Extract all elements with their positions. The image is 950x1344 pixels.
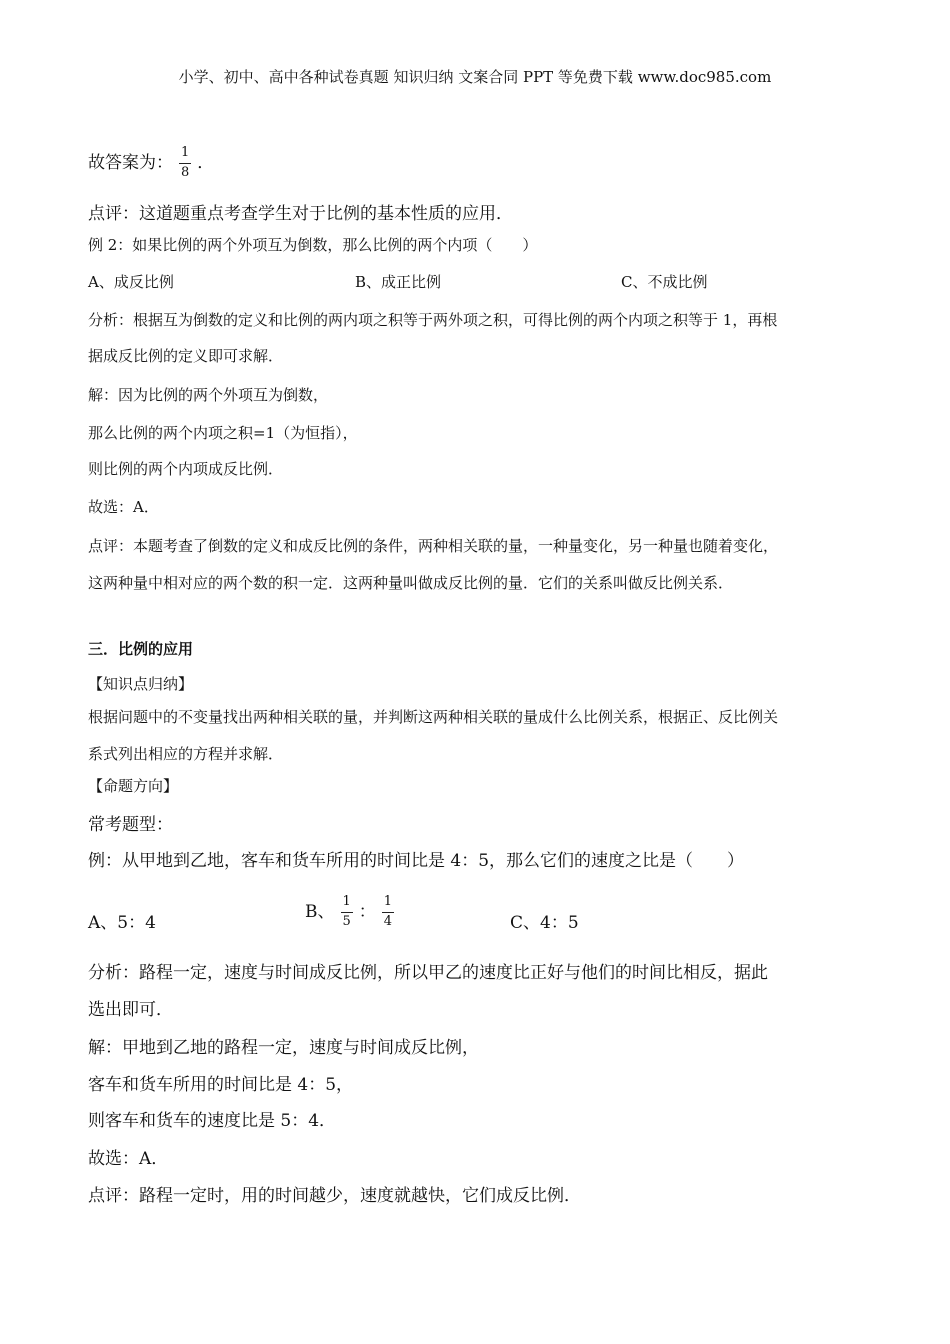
section-3-title: 三．比例的应用 xyxy=(88,640,194,658)
example-2-solution-line-2: 那么比例的两个内项之积=1（为恒指）， xyxy=(88,424,358,442)
example-2-option-c: C、不成比例 xyxy=(621,273,708,291)
answer-suffix: ． xyxy=(197,152,215,173)
example-2-comment-line-2: 这两种量中相对应的两个数的积一定．这两种量叫做成反比例的量．它们的关系叫做反比例关系． xyxy=(88,574,734,592)
example-2-comment-line-1: 点评：本题考查了倒数的定义和成反比例的条件，两种相关联的量，一种量变化，另一种量也随着变化， xyxy=(88,537,779,555)
answer-prefix: 故答案为： xyxy=(88,152,173,173)
example-2-analysis-line-2: 据成反比例的定义即可求解． xyxy=(88,347,284,365)
example-option-b xyxy=(305,895,400,930)
option-b-prefix: B、 xyxy=(305,901,335,922)
example-2-question: 例 2：如果比例的两个外项互为倒数，那么比例的两个内项（ ） xyxy=(88,236,538,254)
common-question-type: 常考题型： xyxy=(88,815,173,835)
knowledge-line-1: 根据问题中的不变量找出两种相关联的量，并判断这两种相关联的量成什么比例关系，根据正、反比例关 xyxy=(88,708,779,726)
example-2-choice: 故选：A． xyxy=(88,498,159,516)
example-2-analysis-line-1: 分析：根据互为倒数的定义和比例的两内项之积等于两外项之积，可得比例的两个内项之积等于 1，再根 xyxy=(88,311,778,329)
fraction-numerator: 1 xyxy=(342,894,351,909)
example-solution-line-3: 则客车和货车的速度比是 5：4． xyxy=(88,1111,337,1131)
ratio-separator: ： xyxy=(358,901,376,922)
comment-1: 点评：这道题重点考查学生对于比例的基本性质的应用． xyxy=(88,204,513,224)
example-option-c: C、4：5 xyxy=(510,913,579,933)
fraction-one-fifth xyxy=(341,895,353,930)
fraction-one-eighth xyxy=(179,146,191,181)
example-2-option-a: A、成反比例 xyxy=(88,273,174,291)
example-question: 例：从甲地到乙地，客车和货车所用的时间比是 4：5，那么它们的速度之比是（ ） xyxy=(88,851,745,871)
example-analysis-line-1: 分析：路程一定，速度与时间成反比例，所以甲乙的速度比正好与他们的时间比相反，据此 xyxy=(88,963,768,983)
direction-heading: 【命题方向】 xyxy=(88,777,179,795)
fraction-one-fourth xyxy=(382,895,394,930)
example-2-option-b: B、成正比例 xyxy=(355,273,442,291)
fraction-numerator: 1 xyxy=(181,145,190,160)
example-comment: 点评：路程一定时，用的时间越少，速度就越快，它们成反比例． xyxy=(88,1186,581,1206)
answer-line xyxy=(88,146,214,181)
example-analysis-line-2: 选出即可． xyxy=(88,1000,173,1020)
example-option-a: A、5：4 xyxy=(88,913,156,933)
fraction-denominator: 8 xyxy=(181,164,190,180)
example-solution-line-1: 解：甲地到乙地的路程一定，速度与时间成反比例， xyxy=(88,1038,479,1058)
knowledge-line-2: 系式列出相应的方程并求解． xyxy=(88,745,284,763)
page-header: 小学、初中、高中各种试卷真题 知识归纳 文案合同 PPT 等免费下载 www.doc985.com xyxy=(178,68,772,86)
fraction-numerator: 1 xyxy=(383,894,393,909)
example-solution-line-2: 客车和货车所用的时间比是 4：5， xyxy=(88,1075,354,1095)
example-2-solution-line-3: 则比例的两个内项成反比例． xyxy=(88,460,284,478)
example-choice: 故选：A． xyxy=(88,1149,169,1169)
fraction-denominator: 4 xyxy=(383,913,393,929)
knowledge-heading: 【知识点归纳】 xyxy=(88,675,194,693)
fraction-denominator: 5 xyxy=(342,913,351,929)
example-2-solution-line-1: 解：因为比例的两个外项互为倒数， xyxy=(88,386,329,404)
